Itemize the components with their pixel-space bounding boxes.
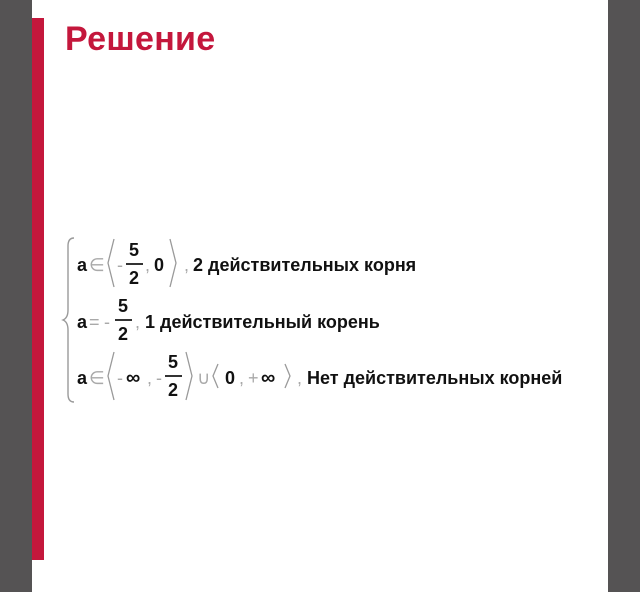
comma: , — [135, 312, 141, 332]
fraction-bar — [126, 263, 143, 265]
minus-sign: - — [104, 312, 110, 332]
element-of-symbol: ∈ — [89, 368, 105, 388]
plus-sign: + — [248, 368, 259, 388]
row-3-text: Нет действительных корней — [307, 368, 563, 388]
left-angle-bracket — [106, 351, 116, 401]
fraction-numerator: 5 — [128, 240, 139, 260]
element-of-symbol: ∈ — [89, 255, 105, 275]
zero: 0 — [154, 255, 165, 275]
left-angle-bracket — [106, 238, 116, 288]
comma: , — [145, 255, 151, 275]
equals-sign: = — [89, 312, 100, 332]
variable-a: a — [77, 255, 88, 275]
union-symbol: ∪ — [197, 368, 211, 388]
minus-sign: - — [156, 368, 162, 388]
comma: , — [239, 368, 245, 388]
system-brace — [62, 236, 78, 404]
infinity-symbol: ∞ — [261, 367, 276, 389]
comma: , — [184, 255, 190, 275]
fraction-bar — [115, 319, 132, 321]
fraction-denominator: 2 — [167, 380, 178, 400]
variable-a: a — [77, 312, 88, 332]
variable-a: a — [77, 368, 88, 388]
fraction-denominator: 2 — [117, 324, 128, 344]
row-1-text: 2 действительных корня — [193, 255, 417, 275]
right-angle-bracket — [168, 238, 178, 288]
page-title: Решение — [65, 20, 216, 58]
minus-sign: - — [117, 255, 123, 275]
right-angle-bracket — [184, 351, 194, 401]
infinity-symbol: ∞ — [126, 367, 141, 389]
minus-sign: - — [117, 368, 123, 388]
fraction-numerator: 5 — [167, 352, 178, 372]
fraction-numerator: 5 — [117, 296, 128, 316]
row-2-text: 1 действительный корень — [145, 312, 380, 332]
zero: 0 — [225, 368, 236, 388]
right-angle-bracket — [284, 363, 292, 389]
comma: , — [297, 368, 303, 388]
fraction-bar — [165, 375, 182, 377]
fraction-denominator: 2 — [128, 268, 139, 288]
left-angle-bracket — [212, 363, 220, 389]
comma: , — [147, 368, 153, 388]
